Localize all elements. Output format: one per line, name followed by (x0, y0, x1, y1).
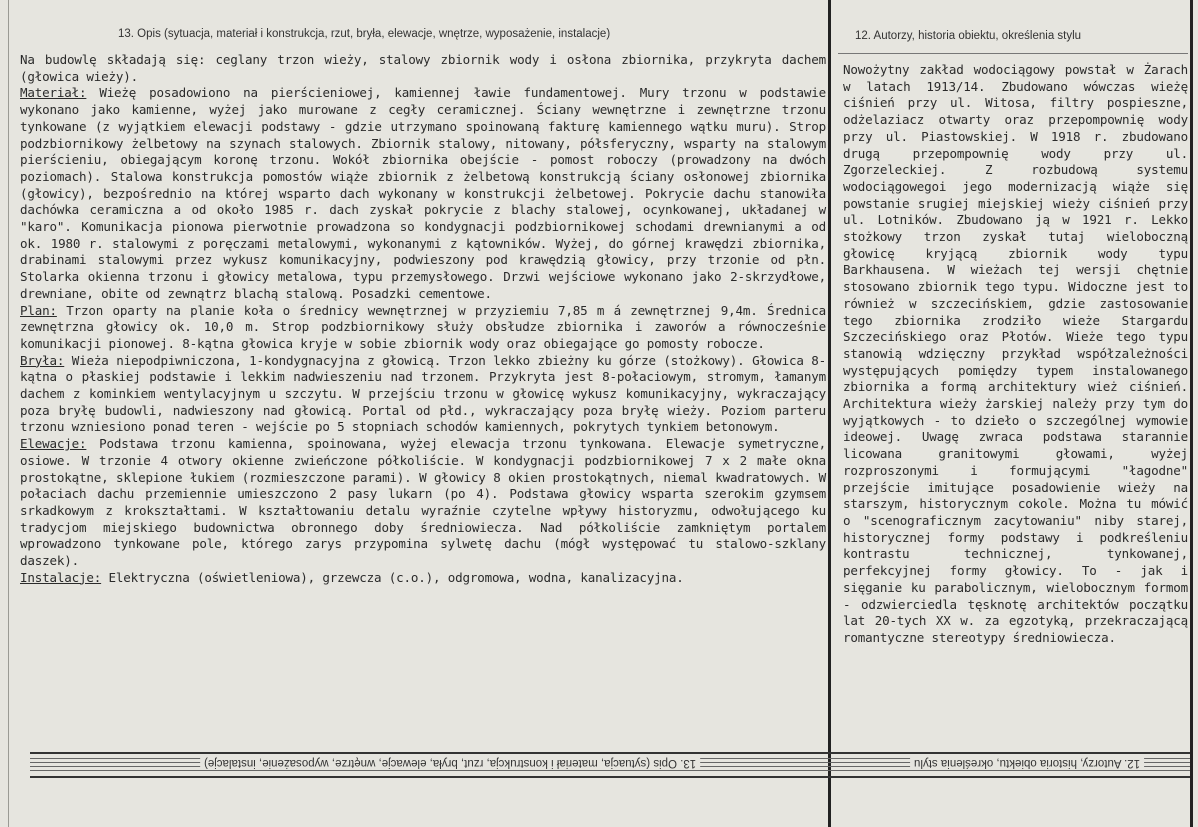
left-edge-line (8, 0, 9, 827)
instalacje-text: Elektryczna (oświetleniowa), grzewcza (c.o.), odgromowa, wodna, kanalizacyjna. (101, 569, 684, 585)
history-paragraph: Nowożytny zakład wodociągowy powstał w Żarach w latach 1913/14. Zbudowano wówczas wieżę ciśnień przy ul. Witosa, filtry pospieszne, odżelaziacz otwarty oraz przepompownię wody przy ul. Piastowskiej. W 1918 r. zbudowano drugą przepompownię wody przy ul. Zgorzeleckiej. Z rozbudową systemu wodociągowegoi jego modernizacją wiąże się powstanie srugiej miejskiej wieży ciśnień przy ul. Lotników. Zbudowano ją w 1921 r. Lekko stożkowy trzon zyskał tutaj wieloboczną głowicę kryjącą zbiornik wody typu Barkhausena. W wieżach tej wersji chętnie stosowano zbiornik tego typu. Widoczne jest to również w szczecińskiem, gdzie zastosowanie tego zbiornika zrodziło wieże Stargardu Szczecińskiego oraz Płotów. Wieże tego typu stanowią wdzięczny przykład współzależności występujących pomiędzy typem instalowanego zbiornika a formą architektury wież ciśnień. Architektura wieży żarskiej należy przy tym do wyjątkowych - to dzieło o szczególnej wymowie ideowej. Uwagę zwraca podstawa starannie licowana granitowymi głowami, wyżej rozproszonymi i formującymi "łagodne" przejście imitujące posadowienie wieży na starszym, historycznym cokole. Można tu mówić o "scenograficznym zacytowaniu" niby starej, historycznej formy podstawy i podkreśleniu kontrastu technicznej, tynkowanej, perfekcyjnej formy głowicy. To - jak i sięganie ku parabolicznym, wielobocznym formom - odzwierciedla tęsknotę architektów początku lat 20-tych XX w. za egzotyką, przekraczającą romantyczne stereotypy średniowiecza. (843, 62, 1188, 645)
plan-paragraph (20, 303, 826, 353)
bryla-label: Bryła: (20, 352, 65, 368)
footer-left-mirrored-header: 13. Opis (sytuacja, materiał i konstrukcja, rzut, bryła, elewacje, wnętrze, wyposażenie, instalacje) (200, 757, 700, 769)
plan-label: Plan: (20, 302, 57, 318)
material-text: Wieżę posadowiono na pierścieniowej, kamiennej ławie fundamentowej. Mury trzonu w podstawie wykonano jako kamienne, wyżej jako murowane z cegły ceramicznej. Ściany wewnętrzne i zewnętrzne trzonu tynkowane (z wyjątkiem elewacji podstawy - gdzie utrzymano spoinowaną fakturę kamiennego wątku muru). Strop podzbiornikowy żelbetowy na szynach stalowych. Zbiornik stalowy, nitowany, półsferyczny, wsparty na stalowym pierścieniu, obiegającym koronę trzonu. Wokół zbiornika obejście - pomost roboczy (prowadzony na dwóch poziomach). Stalowa konstrukcja pomostów wiąże zbiornik z żelbetową konstrukcją ściany osłonowej zbiornika (głowicy), bezpośrednio na której wsparto dach wykonany w konstrukcji żelbetowej. Pokrycie dachu stanowiła dachówka ceramiczna a od około 1985 r. dach zyskał pokrycie z blachy stalowej, ocynkowanej, układanej w "karo". Komunikacja pionowa pierwotnie prowadzona so kondygnacji podzbiornikowej schodami drewnianymi a od ok. 1980 r. stalowymi z poręczami metalowymi, wykonanymi z kątowników. Wyżej, do górnej krawędzi zbiornika, drabinami stalowymi przez wykusz komunikacyjny, podwieszony pod krawędzią głowicy, przy trzonie od płn. Stolarka okienna trzonu i głowicy metalowa, typu przemysłowego. Drzwi wejściowe wykonano jako 2-skrzydłowe, drewniane, obite od zewnątrz blachą stalową. Posadzki cementowe. (20, 85, 826, 301)
history-column (843, 62, 1188, 647)
material-paragraph (20, 85, 826, 302)
elewacje-text: Podstawa trzonu kamienna, spoinowana, wyżej elewacja trzonu tynkowana. Elewacje symetryczne, osiowe. W trzonie 4 otwory okienne zwieńczone półkoliście. W kondygnacji podzbiornikowej 7 x 2 małe okna prostokątne, sklepione łukiem (rozmieszczone parami). W głowicy 8 okien prostokątnych, niemal kwadratowych. W połaciach dachu przemiennie umieszczono 2 pasy lukarn (po 4). Podstawa głowicy wsparta szerokim gzymsem srkadkowym z krokształtami. W kształtowaniu detalu wyraźnie czytelne wpływy historyzmu, odwołującego ku tradycjom miejskiego budownictwa obronnego doby średniowiecza. Nad półkoliście zamkniętym portalem wprowadzono tynkowane pole, którego zarys przypomina sylwetę dachu (mógł występować tu stalowo-szklany daszek). (20, 436, 826, 569)
bryla-text: Wieża niepodpiwniczona, 1-kondygnacyjna z głowicą. Trzon lekko zbieżny ku górze (stożkowy). Głowica 8-kątna o płaskiej podstawie i lekkim nadwieszeniu nad trzonem. Przykryta jest 8-połaciowym, stromym, łamanym dachem z kominkiem wentylacyjnym u szczytu. W przejściu trzonu w głowicę wykusz komunikacyjny, wykraczający poza bryłę budowli, nadwieszony nad głowicą. Portal od płd., wykraczający poza bryłę wieży. Poziom parteru trzonu wzniesiono ponad teren - wejście po 5 stopniach schodów kamiennych, pokrytych tynkiem betonowym. (20, 352, 826, 435)
left-section-header: 13. Opis (sytuacja, materiał i konstrukcja, rzut, bryła, elewacje, wnętrze, wyposażenie, instalacje) (118, 28, 611, 40)
description-column (20, 52, 826, 587)
instalacje-label: Instalacje: (20, 569, 102, 585)
plan-text: Trzon oparty na planie koła o średnicy wewnętrznej w przyziemiu 7,85 m á zewnętrznej 9,4m. Średnica zewnętrzna głowicy ok. 10,0 m. Strop podzbiornikowy służy obsłudze zbiornika i zaworów a równocześnie komunikacji pionowej. 8-kątna głowica kryje w sobie zbiornik wody oraz obiegające go pomosty robocze. (20, 302, 826, 351)
footer-right-mirrored-header: 12. Autorzy, historia obiektu, określenia stylu (910, 757, 1144, 769)
footer-band (30, 752, 1190, 778)
elewacje-paragraph (20, 436, 826, 570)
right-edge-line (1190, 0, 1193, 827)
material-label: Materiał: (20, 85, 87, 101)
column-divider (828, 0, 831, 827)
right-section-header: 12. Autorzy, historia obiektu, określenia stylu (855, 30, 1082, 42)
instalacje-paragraph (20, 570, 826, 587)
bryla-paragraph (20, 353, 826, 437)
intro-paragraph: Na budowlę składają się: ceglany trzon wieży, stalowy zbiornik wody i osłona zbiornika, przykryta dachem (głowica wieży). (20, 52, 826, 84)
right-header-rule (838, 53, 1188, 54)
elewacje-label: Elewacje: (20, 436, 87, 452)
